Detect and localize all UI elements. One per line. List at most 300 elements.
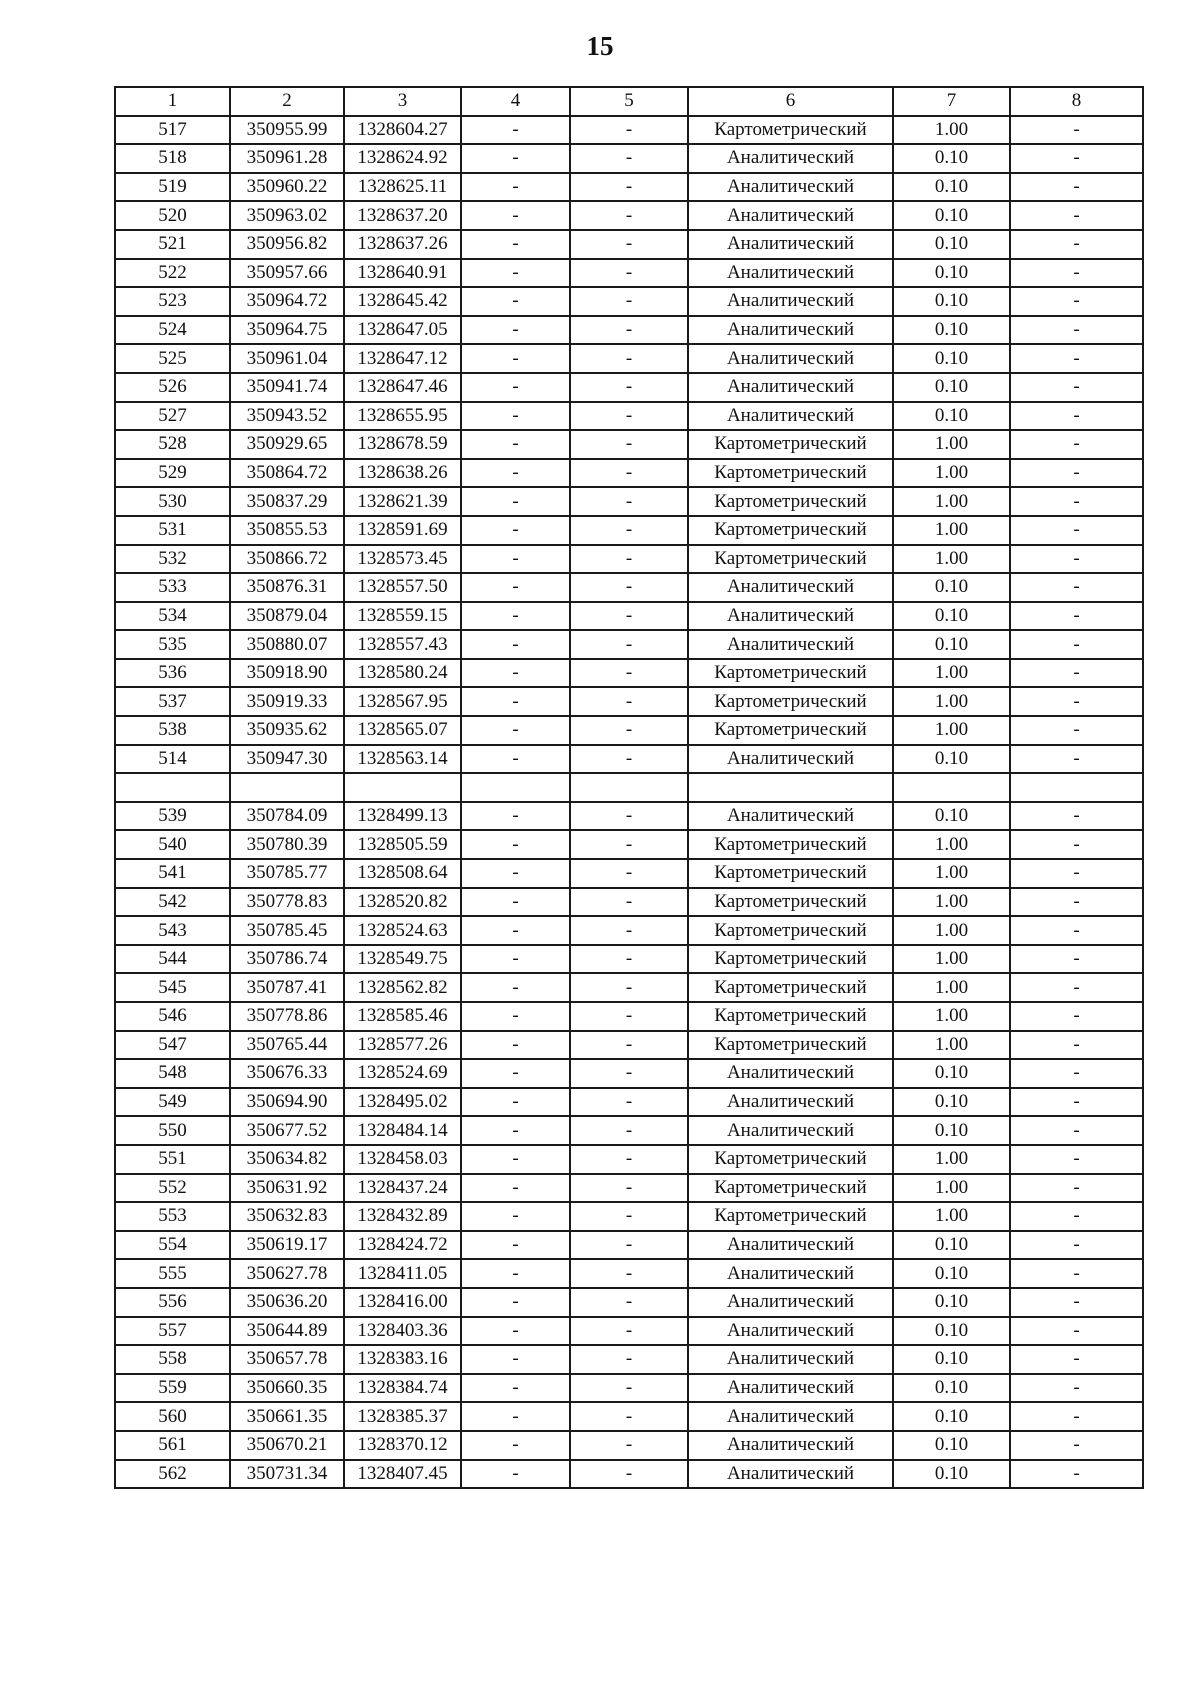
column-8-cell: - [1010,1402,1143,1431]
accuracy-cell: 0.10 [893,230,1010,259]
accuracy-cell: 0.10 [893,173,1010,202]
point-number-cell: 552 [115,1174,230,1203]
column-4-cell: - [461,716,570,745]
point-number-cell: 536 [115,659,230,688]
table-row [115,287,1143,316]
column-8-cell: - [1010,602,1143,631]
accuracy-cell: 0.10 [893,344,1010,373]
x-coordinate-cell: 350670.21 [230,1431,344,1460]
accuracy-cell: 1.00 [893,1031,1010,1060]
x-coordinate-cell: 350731.34 [230,1460,344,1489]
y-coordinate-cell: 1328499.13 [344,802,461,831]
page-number: 15 [586,31,614,61]
column-4-cell: - [461,916,570,945]
column-4-cell: - [461,1059,570,1088]
x-coordinate-cell: 350960.22 [230,173,344,202]
x-coordinate-cell: 350837.29 [230,487,344,516]
column-5-cell: - [570,1174,688,1203]
accuracy-cell: 0.10 [893,1088,1010,1117]
x-coordinate-cell: 350964.75 [230,316,344,345]
column-4-cell: - [461,745,570,774]
column-5-cell: - [570,287,688,316]
accuracy-cell: 0.10 [893,316,1010,345]
accuracy-cell: 1.00 [893,859,1010,888]
method-cell: Картометрический [688,888,893,917]
column-5-cell: - [570,459,688,488]
x-coordinate-cell: 350943.52 [230,402,344,431]
column-8-cell: - [1010,230,1143,259]
accuracy-cell: 1.00 [893,945,1010,974]
point-number-cell: 549 [115,1088,230,1117]
table-row [115,659,1143,688]
column-5-cell: - [570,802,688,831]
y-coordinate-cell: 1328647.05 [344,316,461,345]
accuracy-cell: 0.10 [893,1345,1010,1374]
accuracy-cell: 0.10 [893,802,1010,831]
accuracy-cell: 0.10 [893,373,1010,402]
x-coordinate-cell: 350619.17 [230,1231,344,1260]
accuracy-cell: 0.10 [893,1431,1010,1460]
accuracy-cell: 0.10 [893,144,1010,173]
column-4-cell: - [461,459,570,488]
x-coordinate-cell: 350864.72 [230,459,344,488]
method-cell: Картометрический [688,1031,893,1060]
table-row [115,830,1143,859]
point-number-cell: 535 [115,630,230,659]
column-4-cell: - [461,287,570,316]
column-header: 6 [688,87,893,116]
y-coordinate-cell: 1328577.26 [344,1031,461,1060]
method-cell: Картометрический [688,430,893,459]
y-coordinate-cell [344,773,461,802]
table-row [115,602,1143,631]
column-5-cell: - [570,116,688,145]
column-8-cell: - [1010,373,1143,402]
point-number-cell: 544 [115,945,230,974]
column-8-cell: - [1010,1174,1143,1203]
column-5-cell: - [570,259,688,288]
x-coordinate-cell: 350778.86 [230,1002,344,1031]
accuracy-cell: 1.00 [893,687,1010,716]
column-4-cell: - [461,802,570,831]
method-cell: Аналитический [688,1059,893,1088]
column-5-cell: - [570,1202,688,1231]
y-coordinate-cell: 1328549.75 [344,945,461,974]
column-4-cell: - [461,1174,570,1203]
x-coordinate-cell: 350879.04 [230,602,344,631]
point-number-cell: 546 [115,1002,230,1031]
point-number-cell: 555 [115,1259,230,1288]
column-8-cell: - [1010,1202,1143,1231]
x-coordinate-cell: 350787.41 [230,973,344,1002]
column-5-cell: - [570,1059,688,1088]
y-coordinate-cell: 1328591.69 [344,516,461,545]
point-number-cell: 560 [115,1402,230,1431]
point-number-cell: 514 [115,745,230,774]
table-row [115,773,1143,802]
column-8-cell: - [1010,1088,1143,1117]
method-cell: Аналитический [688,1460,893,1489]
column-4-cell: - [461,259,570,288]
column-5-cell: - [570,1031,688,1060]
column-5-cell: - [570,344,688,373]
table-row [115,402,1143,431]
table-row [115,344,1143,373]
point-number-cell: 551 [115,1145,230,1174]
table-row [115,201,1143,230]
column-8-cell: - [1010,344,1143,373]
y-coordinate-cell: 1328638.26 [344,459,461,488]
column-5-cell: - [570,1317,688,1346]
method-cell: Картометрический [688,716,893,745]
y-coordinate-cell: 1328484.14 [344,1116,461,1145]
column-4-cell: - [461,545,570,574]
accuracy-cell [893,773,1010,802]
column-5-cell: - [570,1402,688,1431]
method-cell: Аналитический [688,373,893,402]
table-row [115,1145,1143,1174]
method-cell: Аналитический [688,316,893,345]
column-5-cell: - [570,602,688,631]
column-4-cell: - [461,1116,570,1145]
method-cell: Аналитический [688,1317,893,1346]
x-coordinate-cell [230,773,344,802]
point-number-cell: 520 [115,201,230,230]
column-5-cell: - [570,888,688,917]
y-coordinate-cell: 1328370.12 [344,1431,461,1460]
column-4-cell: - [461,1288,570,1317]
table-row [115,516,1143,545]
x-coordinate-cell: 350880.07 [230,630,344,659]
point-number-cell: 530 [115,487,230,516]
column-8-cell: - [1010,201,1143,230]
table-row [115,1174,1143,1203]
table-row [115,1345,1143,1374]
coordinates-table [114,86,1144,1489]
column-4-cell: - [461,1345,570,1374]
column-4-cell: - [461,859,570,888]
column-8-cell: - [1010,630,1143,659]
x-coordinate-cell: 350634.82 [230,1145,344,1174]
method-cell: Картометрический [688,1174,893,1203]
column-8-cell: - [1010,659,1143,688]
point-number-cell: 521 [115,230,230,259]
point-number-cell: 525 [115,344,230,373]
column-8-cell: - [1010,144,1143,173]
point-number-cell: 541 [115,859,230,888]
y-coordinate-cell: 1328604.27 [344,116,461,145]
method-cell: Аналитический [688,144,893,173]
point-number-cell: 533 [115,573,230,602]
column-5-cell: - [570,1002,688,1031]
x-coordinate-cell: 350627.78 [230,1259,344,1288]
column-4-cell: - [461,144,570,173]
method-cell: Картометрический [688,859,893,888]
column-8-cell: - [1010,459,1143,488]
table-row [115,573,1143,602]
accuracy-cell: 1.00 [893,659,1010,688]
column-header: 2 [230,87,344,116]
y-coordinate-cell: 1328562.82 [344,973,461,1002]
x-coordinate-cell: 350785.45 [230,916,344,945]
column-4-cell: - [461,1460,570,1489]
accuracy-cell: 1.00 [893,1145,1010,1174]
x-coordinate-cell: 350957.66 [230,259,344,288]
column-5-cell: - [570,402,688,431]
y-coordinate-cell: 1328524.63 [344,916,461,945]
point-number-cell: 553 [115,1202,230,1231]
y-coordinate-cell: 1328585.46 [344,1002,461,1031]
y-coordinate-cell: 1328407.45 [344,1460,461,1489]
y-coordinate-cell: 1328559.15 [344,602,461,631]
column-5-cell: - [570,545,688,574]
column-4-cell: - [461,373,570,402]
table-row [115,144,1143,173]
y-coordinate-cell: 1328508.64 [344,859,461,888]
accuracy-cell: 0.10 [893,1402,1010,1431]
column-8-cell: - [1010,1345,1143,1374]
column-4-cell: - [461,1431,570,1460]
point-number-cell: 556 [115,1288,230,1317]
point-number-cell: 558 [115,1345,230,1374]
point-number-cell: 534 [115,602,230,631]
x-coordinate-cell: 350786.74 [230,945,344,974]
method-cell: Картометрический [688,830,893,859]
table-row [115,316,1143,345]
x-coordinate-cell: 350935.62 [230,716,344,745]
column-8-cell: - [1010,316,1143,345]
column-8-cell: - [1010,487,1143,516]
method-cell: Аналитический [688,230,893,259]
method-cell: Картометрический [688,916,893,945]
column-8-cell: - [1010,945,1143,974]
column-5-cell: - [570,1374,688,1403]
x-coordinate-cell: 350778.83 [230,888,344,917]
method-cell: Аналитический [688,201,893,230]
table-row [115,1374,1143,1403]
column-4-cell: - [461,573,570,602]
point-number-cell: 528 [115,430,230,459]
method-cell: Аналитический [688,573,893,602]
method-cell: Аналитический [688,1374,893,1403]
column-5-cell: - [570,573,688,602]
method-cell [688,773,893,802]
x-coordinate-cell: 350961.28 [230,144,344,173]
column-8-cell: - [1010,545,1143,574]
y-coordinate-cell: 1328432.89 [344,1202,461,1231]
x-coordinate-cell: 350676.33 [230,1059,344,1088]
accuracy-cell: 0.10 [893,287,1010,316]
column-5-cell: - [570,945,688,974]
column-5-cell: - [570,1345,688,1374]
y-coordinate-cell: 1328647.12 [344,344,461,373]
method-cell: Аналитический [688,1116,893,1145]
method-cell: Картометрический [688,1002,893,1031]
column-4-cell: - [461,402,570,431]
column-8-cell: - [1010,116,1143,145]
method-cell: Аналитический [688,1231,893,1260]
column-5-cell: - [570,716,688,745]
method-cell: Аналитический [688,259,893,288]
table-row [115,945,1143,974]
column-4-cell: - [461,116,570,145]
method-cell: Аналитический [688,287,893,316]
column-5-cell: - [570,373,688,402]
method-cell: Картометрический [688,459,893,488]
point-number-cell: 547 [115,1031,230,1060]
point-number-cell: 550 [115,1116,230,1145]
y-coordinate-cell: 1328495.02 [344,1088,461,1117]
table-row [115,973,1143,1002]
x-coordinate-cell: 350919.33 [230,687,344,716]
column-8-cell: - [1010,430,1143,459]
column-5-cell: - [570,173,688,202]
x-coordinate-cell: 350765.44 [230,1031,344,1060]
column-4-cell: - [461,1031,570,1060]
accuracy-cell: 1.00 [893,430,1010,459]
column-4-cell: - [461,1145,570,1174]
column-8-cell: - [1010,287,1143,316]
column-8-cell: - [1010,1031,1143,1060]
column-5-cell: - [570,1288,688,1317]
column-5-cell: - [570,973,688,1002]
method-cell: Картометрический [688,116,893,145]
x-coordinate-cell: 350661.35 [230,1402,344,1431]
y-coordinate-cell: 1328624.92 [344,144,461,173]
x-coordinate-cell: 350784.09 [230,802,344,831]
x-coordinate-cell: 350866.72 [230,545,344,574]
x-coordinate-cell: 350780.39 [230,830,344,859]
accuracy-cell: 1.00 [893,1202,1010,1231]
column-8-cell: - [1010,1002,1143,1031]
column-8-cell: - [1010,1145,1143,1174]
y-coordinate-cell: 1328647.46 [344,373,461,402]
column-5-cell: - [570,487,688,516]
table-row [115,259,1143,288]
table-row [115,630,1143,659]
column-header: 5 [570,87,688,116]
table-row [115,1231,1143,1260]
accuracy-cell: 1.00 [893,888,1010,917]
column-4-cell: - [461,1202,570,1231]
point-number-cell: 559 [115,1374,230,1403]
accuracy-cell: 1.00 [893,459,1010,488]
x-coordinate-cell: 350964.72 [230,287,344,316]
x-coordinate-cell: 350632.83 [230,1202,344,1231]
accuracy-cell: 0.10 [893,1288,1010,1317]
column-5-cell: - [570,916,688,945]
point-number-cell: 537 [115,687,230,716]
column-4-cell: - [461,430,570,459]
y-coordinate-cell: 1328520.82 [344,888,461,917]
column-8-cell: - [1010,802,1143,831]
column-4-cell: - [461,973,570,1002]
y-coordinate-cell: 1328640.91 [344,259,461,288]
accuracy-cell: 1.00 [893,916,1010,945]
column-4-cell: - [461,602,570,631]
x-coordinate-cell: 350855.53 [230,516,344,545]
x-coordinate-cell: 350929.65 [230,430,344,459]
column-4-cell: - [461,487,570,516]
y-coordinate-cell: 1328655.95 [344,402,461,431]
accuracy-cell: 0.10 [893,1116,1010,1145]
column-8-cell: - [1010,173,1143,202]
y-coordinate-cell: 1328383.16 [344,1345,461,1374]
column-4-cell: - [461,1374,570,1403]
column-4-cell: - [461,344,570,373]
y-coordinate-cell: 1328416.00 [344,1288,461,1317]
column-5-cell: - [570,230,688,259]
table-row [115,687,1143,716]
table-row [115,1031,1143,1060]
point-number-cell: 542 [115,888,230,917]
column-8-cell: - [1010,716,1143,745]
y-coordinate-cell: 1328385.37 [344,1402,461,1431]
column-4-cell: - [461,659,570,688]
point-number-cell: 545 [115,973,230,1002]
y-coordinate-cell: 1328567.95 [344,687,461,716]
column-4-cell: - [461,1259,570,1288]
column-4-cell: - [461,830,570,859]
accuracy-cell: 0.10 [893,573,1010,602]
table-row [115,1431,1143,1460]
table-header-row [115,87,1143,116]
point-number-cell: 524 [115,316,230,345]
y-coordinate-cell: 1328637.20 [344,201,461,230]
column-5-cell: - [570,201,688,230]
column-5-cell: - [570,1259,688,1288]
accuracy-cell: 0.10 [893,1460,1010,1489]
method-cell: Картометрический [688,545,893,574]
x-coordinate-cell: 350955.99 [230,116,344,145]
y-coordinate-cell: 1328524.69 [344,1059,461,1088]
column-header: 7 [893,87,1010,116]
table-row [115,716,1143,745]
column-4-cell: - [461,516,570,545]
x-coordinate-cell: 350694.90 [230,1088,344,1117]
column-8-cell: - [1010,573,1143,602]
column-4-cell: - [461,173,570,202]
y-coordinate-cell: 1328384.74 [344,1374,461,1403]
method-cell: Картометрический [688,945,893,974]
point-number-cell: 518 [115,144,230,173]
column-5-cell: - [570,1145,688,1174]
column-5-cell: - [570,687,688,716]
accuracy-cell: 1.00 [893,545,1010,574]
method-cell: Картометрический [688,659,893,688]
accuracy-cell: 1.00 [893,116,1010,145]
column-8-cell: - [1010,1059,1143,1088]
accuracy-cell: 0.10 [893,1059,1010,1088]
point-number-cell: 554 [115,1231,230,1260]
method-cell: Аналитический [688,1088,893,1117]
y-coordinate-cell: 1328424.72 [344,1231,461,1260]
method-cell: Аналитический [688,1402,893,1431]
method-cell: Аналитический [688,1259,893,1288]
point-number-cell: 557 [115,1317,230,1346]
column-header: 4 [461,87,570,116]
column-5-cell: - [570,859,688,888]
column-header: 3 [344,87,461,116]
column-header: 1 [115,87,230,116]
y-coordinate-cell: 1328621.39 [344,487,461,516]
column-8-cell: - [1010,1116,1143,1145]
x-coordinate-cell: 350947.30 [230,745,344,774]
column-5-cell: - [570,1231,688,1260]
column-5-cell: - [570,830,688,859]
accuracy-cell: 0.10 [893,602,1010,631]
method-cell: Картометрический [688,973,893,1002]
